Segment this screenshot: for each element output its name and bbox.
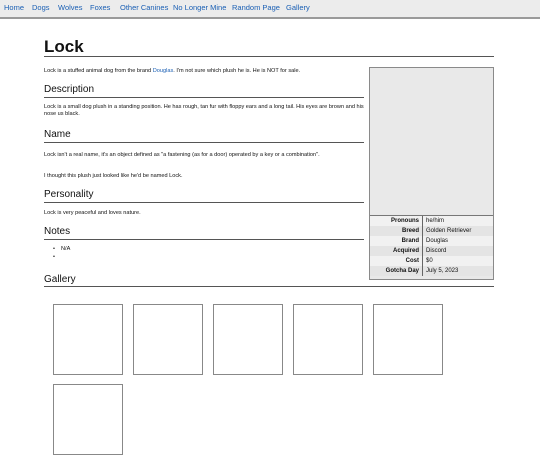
nav-random-page[interactable]: Random Page — [232, 3, 280, 12]
infobox-value: he/him — [426, 218, 445, 224]
section-divider — [44, 202, 364, 203]
gallery-thumbnail[interactable] — [53, 304, 123, 375]
infobox-value: $0 — [426, 258, 433, 264]
infobox-row-brand — [370, 236, 493, 246]
infobox-row-pronouns — [370, 216, 493, 226]
nav-no-longer-mine[interactable]: No Longer Mine — [173, 3, 227, 12]
infobox-key: Brand — [370, 236, 423, 246]
infobox-value: Discord — [426, 248, 447, 254]
top-navigation — [0, 0, 540, 19]
infobox — [369, 67, 494, 280]
section-divider — [44, 97, 364, 98]
title-divider — [44, 56, 494, 57]
personality-text: Lock is very peaceful and loves nature. — [44, 210, 141, 216]
page-title: Lock — [44, 37, 84, 56]
gallery-thumbnail[interactable] — [213, 304, 283, 375]
gallery-divider — [44, 286, 494, 287]
notes-heading: Notes — [44, 226, 71, 237]
infobox-row-acquired — [370, 246, 493, 256]
brand-link[interactable]: Douglas — [152, 68, 174, 74]
infobox-table — [370, 215, 493, 276]
name-heading: Name — [44, 129, 71, 140]
list-item — [44, 253, 70, 261]
list-item: • N/A — [44, 245, 70, 253]
gallery-thumbnail[interactable] — [53, 384, 123, 455]
infobox-key: Cost — [370, 256, 423, 266]
nav-wolves[interactable]: Wolves — [58, 3, 83, 12]
infobox-key: Acquired — [370, 246, 423, 256]
infobox-value: Golden Retriever — [426, 228, 472, 234]
infobox-row-cost — [370, 256, 493, 266]
intro-text: Lock is a stuffed animal dog from the brand Douglas. I'm not sure which plush he is. He is NOT for sale. — [44, 68, 301, 74]
infobox-row-gotcha-day — [370, 266, 493, 276]
infobox-key: Breed — [370, 226, 423, 236]
infobox-key: Gotcha Day — [370, 266, 423, 276]
gallery-heading: Gallery — [44, 274, 76, 285]
nav-other-canines[interactable]: Other Canines — [120, 3, 169, 12]
description-heading: Description — [44, 84, 95, 95]
nav-foxes[interactable]: Foxes — [90, 3, 111, 12]
section-divider — [44, 239, 364, 240]
infobox-key: Pronouns — [370, 216, 423, 226]
infobox-value: Douglas — [426, 238, 449, 244]
section-divider — [44, 142, 364, 143]
gallery-thumbnail[interactable] — [293, 304, 363, 375]
infobox-image — [370, 68, 493, 214]
notes-list — [44, 245, 70, 261]
nav-gallery[interactable]: Gallery — [286, 3, 310, 12]
infobox-row-breed — [370, 226, 493, 236]
name-paragraph-2: I thought this plush just looked like he'd be named Lock. — [44, 173, 183, 179]
nav-home[interactable]: Home — [4, 3, 25, 12]
gallery-thumbnail[interactable] — [133, 304, 203, 375]
description-text: Lock is a small dog plush in a standing position. He has rough, tan fur with floppy ears and a long tail. His eyes are brown and his nose us black. — [44, 104, 364, 117]
gallery-thumbnail[interactable] — [373, 304, 443, 375]
infobox-value: July 5, 2023 — [426, 268, 459, 274]
personality-heading: Personality — [44, 189, 94, 200]
name-paragraph-1: Lock isn't a real name, it's an object defined as "a fastening (as for a door) operated by a key or a combination". — [44, 152, 320, 158]
nav-dogs[interactable]: Dogs — [32, 3, 50, 12]
